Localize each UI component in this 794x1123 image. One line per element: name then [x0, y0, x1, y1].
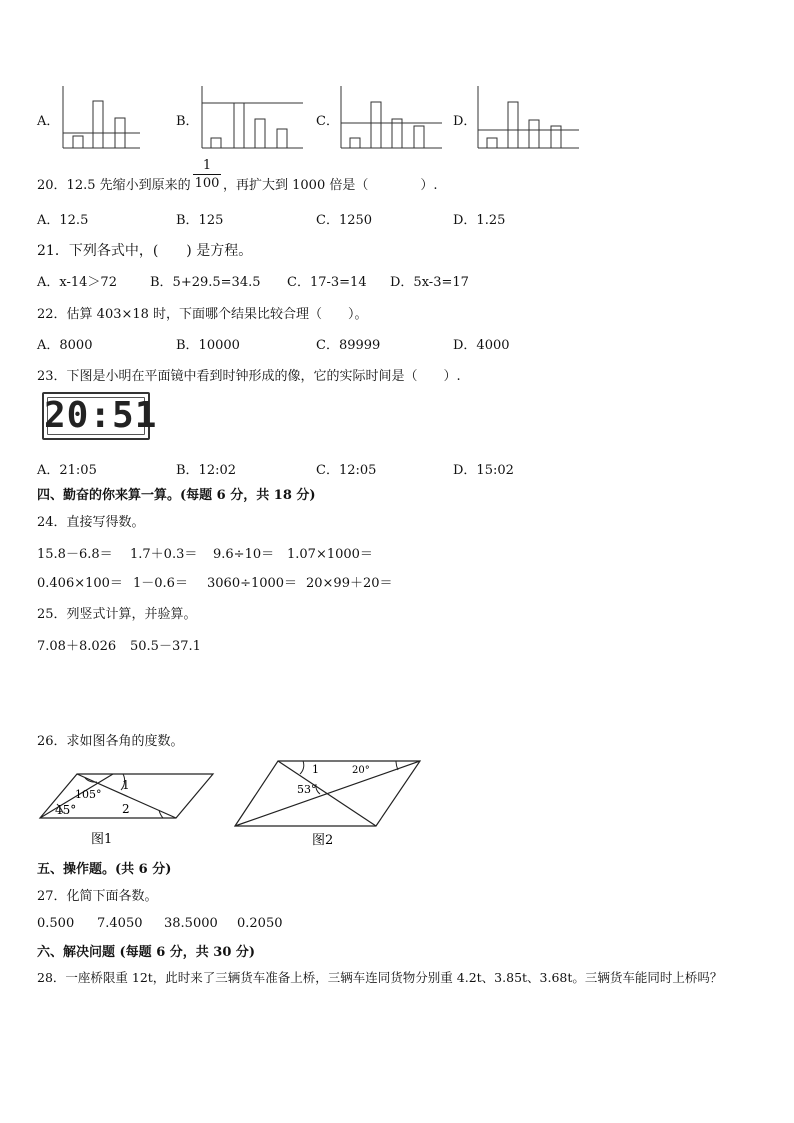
q21-text: 21．下列各式中，( ) 是方程。	[37, 243, 253, 259]
q23-option-d[interactable]: D．15:02	[453, 463, 514, 478]
bar-chart-option-d-icon	[475, 86, 581, 150]
q21-option-a[interactable]: A．x-14＞72	[37, 275, 117, 290]
q28-text: 28．一座桥限重 12t，此时来了三辆货车准备上桥，三辆车连同货物分别重 4.2t、3.85t、3.68t。三辆货车能同时上桥吗？	[37, 970, 723, 985]
q20-text-after: ，再扩大到 1000 倍是（ ）.	[223, 178, 438, 193]
q24-item: 1.07×1000＝	[287, 547, 373, 562]
q20-option-a[interactable]: A．12.5	[37, 213, 89, 228]
digital-clock-mirror-image	[42, 392, 158, 440]
q25-text: 25．列竖式计算，并验算。	[37, 607, 197, 622]
q22-option-d[interactable]: D．4000	[453, 338, 510, 353]
q24-item: 15.8－6.8＝	[37, 547, 113, 562]
q24-text: 24．直接写得数。	[37, 515, 145, 530]
q20-fraction-numerator: 1	[202, 158, 212, 173]
bar-chart-option-b-icon	[199, 86, 305, 150]
q26-text: 26．求如图各角的度数。	[37, 734, 184, 749]
q24-item: 20×99＋20＝	[306, 576, 393, 591]
q25-item: 50.5－37.1	[130, 639, 201, 654]
section-4-title: 四、勤奋的你来算一算。(每题 6 分，共 18 分)	[37, 488, 316, 503]
figure-1-parallelogram	[35, 766, 220, 852]
bar-chart-option-c-icon	[338, 86, 444, 150]
q21-option-b[interactable]: B．5+29.5=34.5	[150, 275, 261, 290]
fig1-caption: 图1	[91, 832, 113, 847]
q24-item: 3060÷1000＝	[207, 576, 298, 591]
fig2-angle-20: 20°	[352, 765, 370, 776]
q22-option-b[interactable]: B．10000	[176, 338, 240, 353]
fig2-label-1: 1	[312, 763, 319, 776]
q20-fraction	[193, 158, 221, 191]
q22-text: 22．估算 403×18 时，下面哪个结果比较合理（ ）。	[37, 307, 368, 322]
q22-option-a[interactable]: A．8000	[37, 338, 93, 353]
fig2-angle-53: 53°	[297, 783, 317, 796]
q24-item: 1.7＋0.3＝	[130, 547, 198, 562]
q19-option-a-label[interactable]: A．	[37, 114, 60, 129]
q20-option-d[interactable]: D．1.25	[453, 213, 506, 228]
q20-option-c[interactable]: C．1250	[316, 213, 373, 228]
q24-item: 0.406×100＝	[37, 576, 123, 591]
bar-chart-option-a-icon	[60, 86, 140, 150]
q20-option-b[interactable]: B．125	[176, 213, 224, 228]
q20-text-before: 20．12.5 先缩小到原来的	[37, 178, 191, 193]
figure-2-parallelogram	[230, 756, 426, 852]
fig1-label-2: 2	[122, 802, 130, 816]
fig1-angle-105: 105°	[75, 788, 102, 801]
q19-option-b-label[interactable]: B．	[176, 114, 199, 129]
q19-option-c-label[interactable]: C．	[316, 114, 339, 129]
q23-option-b[interactable]: B．12:02	[176, 463, 237, 478]
q24-item: 9.6÷10＝	[213, 547, 275, 562]
section-6-title: 六、解决问题 (每题 6 分，共 30 分)	[37, 945, 256, 960]
q23-option-a[interactable]: A．21:05	[37, 463, 97, 478]
q19-option-d-label[interactable]: D．	[453, 114, 477, 129]
q23-option-c[interactable]: C．12:05	[316, 463, 377, 478]
q21-option-c[interactable]: C．17-3=14	[287, 275, 367, 290]
fig2-caption: 图2	[312, 833, 334, 848]
fig1-angle-45: 45°	[55, 803, 77, 817]
q21-option-d[interactable]: D．5x-3=17	[390, 275, 469, 290]
clock-display-digits: 20:51	[44, 395, 158, 436]
fig1-label-1: 1	[122, 778, 130, 792]
q20-fraction-denominator: 100	[194, 176, 220, 191]
section-5-title: 五、操作题。(共 6 分)	[37, 862, 172, 877]
q27-item: 0.2050	[237, 916, 283, 931]
q27-text: 27．化简下面各数。	[37, 889, 158, 904]
q24-item: 1－0.6＝	[133, 576, 188, 591]
q27-item: 38.5000	[164, 916, 218, 931]
q25-item: 7.08＋8.026	[37, 639, 117, 654]
q27-item: 7.4050	[97, 916, 143, 931]
q22-option-c[interactable]: C．89999	[316, 338, 381, 353]
q23-text: 23．下图是小明在平面镜中看到时钟形成的像，它的实际时间是（ ）.	[37, 369, 461, 384]
q27-item: 0.500	[37, 916, 75, 931]
